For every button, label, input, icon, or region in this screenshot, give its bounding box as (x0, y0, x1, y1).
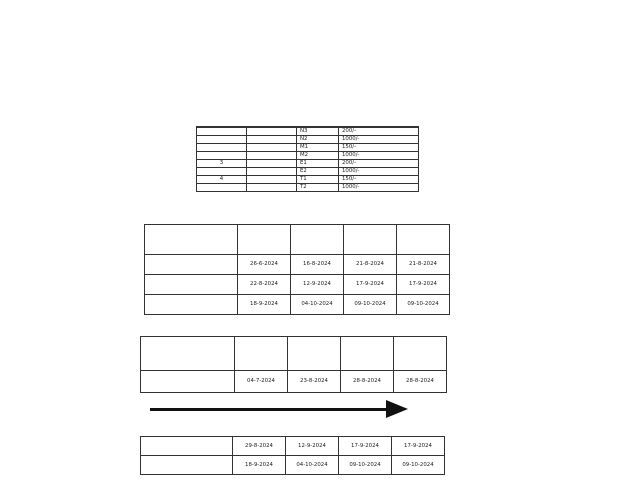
fee-cell: 200/- (339, 128, 419, 136)
serial-cell (197, 168, 247, 176)
serial-cell (197, 144, 247, 152)
form-code-cell: E1 (297, 160, 339, 168)
schedule-a-header-row (145, 225, 450, 255)
table-row (197, 168, 419, 176)
row-label (141, 456, 233, 475)
table-row (197, 144, 419, 152)
schedule-a-table (144, 224, 450, 315)
form-code-cell: M1 (297, 144, 339, 152)
class-cell (247, 144, 297, 152)
date-cell: 29-8-2024 (233, 437, 286, 456)
row-label (141, 371, 235, 393)
serial-cell (197, 152, 247, 160)
table-row (197, 152, 419, 160)
date-cell: 21-8-2024 (397, 255, 450, 275)
arrow-line (150, 408, 388, 411)
date-cell: 17-9-2024 (344, 275, 397, 295)
column-header (235, 337, 288, 371)
date-cell: 18-9-2024 (233, 456, 286, 475)
class-cell (247, 168, 297, 176)
table-row (141, 456, 445, 475)
row-label (145, 295, 238, 315)
table-row (145, 275, 450, 295)
date-cell: 16-8-2024 (291, 255, 344, 275)
class-cell (247, 136, 297, 144)
table-row (145, 255, 450, 275)
fee-cell: 1000/- (339, 168, 419, 176)
date-cell: 09-10-2024 (344, 295, 397, 315)
date-cell: 18-9-2024 (238, 295, 291, 315)
form-code-cell: T1 (297, 176, 339, 184)
class-cell (247, 176, 297, 184)
intro-paragraph (196, 40, 444, 104)
column-header (397, 225, 450, 255)
date-cell: 17-9-2024 (392, 437, 445, 456)
serial-cell: 4 (197, 176, 247, 184)
date-cell: 22-8-2024 (238, 275, 291, 295)
date-cell: 28-8-2024 (394, 371, 447, 393)
column-header (238, 225, 291, 255)
fee-cell: 1000/- (339, 184, 419, 192)
fee-cell: 1000/- (339, 136, 419, 144)
date-cell: 17-9-2024 (397, 275, 450, 295)
table-row (197, 160, 419, 168)
serial-cell (197, 136, 247, 144)
schedule-b-table (140, 336, 447, 393)
fee-cell: 1000/- (339, 152, 419, 160)
column-header (344, 225, 397, 255)
class-cell (247, 184, 297, 192)
date-cell: 04-7-2024 (235, 371, 288, 393)
table-row (141, 437, 445, 456)
arrow-right-icon (386, 400, 408, 418)
column-header (341, 337, 394, 371)
column-header (291, 225, 344, 255)
date-cell: 12-9-2024 (286, 437, 339, 456)
fee-cell: 150/- (339, 144, 419, 152)
serial-cell (197, 184, 247, 192)
table-row (197, 128, 419, 136)
form-code-cell: E2 (297, 168, 339, 176)
schedule-b-header-row (141, 337, 447, 371)
column-header (145, 225, 238, 255)
date-cell: 09-10-2024 (392, 456, 445, 475)
table-row (197, 184, 419, 192)
date-cell: 12-9-2024 (291, 275, 344, 295)
date-cell: 26-6-2024 (238, 255, 291, 275)
table-row (197, 176, 419, 184)
row-label (145, 275, 238, 295)
column-header (394, 337, 447, 371)
serial-cell: 3 (197, 160, 247, 168)
date-cell: 28-8-2024 (341, 371, 394, 393)
serial-cell (197, 128, 247, 136)
table-row (145, 295, 450, 315)
class-cell (247, 128, 297, 136)
table-row (197, 136, 419, 144)
date-cell: 09-10-2024 (397, 295, 450, 315)
date-cell: 21-8-2024 (344, 255, 397, 275)
date-cell: 23-8-2024 (288, 371, 341, 393)
column-header (288, 337, 341, 371)
class-cell (247, 152, 297, 160)
form-code-cell: N3 (297, 128, 339, 136)
class-cell (247, 160, 297, 168)
form-code-cell: M2 (297, 152, 339, 160)
row-label (141, 437, 233, 456)
form-code-cell: N2 (297, 136, 339, 144)
form-fee-table (196, 126, 419, 192)
date-cell: 04-10-2024 (286, 456, 339, 475)
row-label (145, 255, 238, 275)
date-cell: 17-9-2024 (339, 437, 392, 456)
form-code-cell: T2 (297, 184, 339, 192)
table-row (141, 371, 447, 393)
fee-cell: 150/- (339, 176, 419, 184)
schedule-b-continued-table (140, 436, 445, 475)
fee-cell: 200/- (339, 160, 419, 168)
column-header (141, 337, 235, 371)
date-cell: 04-10-2024 (291, 295, 344, 315)
date-cell: 09-10-2024 (339, 456, 392, 475)
